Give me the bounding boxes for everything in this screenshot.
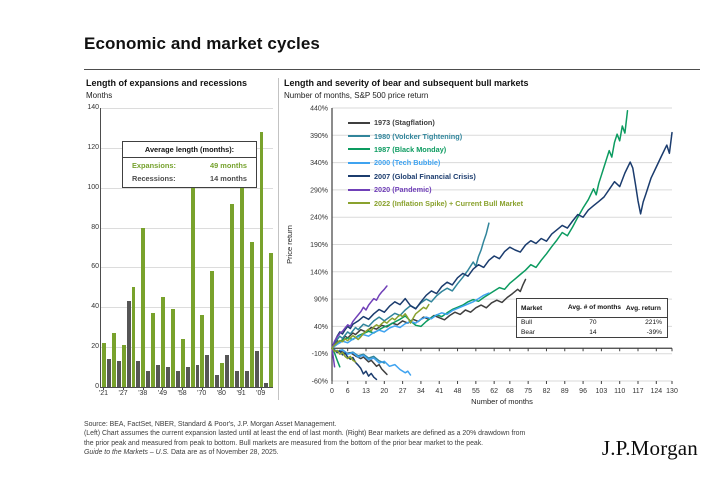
legend-row-value: 14 months	[210, 174, 247, 183]
y-tick-label: 340%	[310, 160, 328, 168]
bar-expansion	[230, 204, 234, 387]
table-cell: 14	[589, 328, 597, 336]
x-tick-label: '70	[197, 390, 207, 397]
legend-item-label: 1973 (Stagflation)	[374, 118, 435, 128]
x-axis-title: Number of months	[471, 397, 533, 406]
bar-expansion	[260, 132, 264, 387]
x-tick-label: 0	[330, 388, 334, 395]
x-tick-label: 82	[542, 388, 551, 395]
legend-line-swatch	[348, 175, 370, 177]
y-tick-label: 40	[91, 303, 99, 311]
y-tick-label: -60%	[311, 378, 328, 386]
table-header-cell: Avg. # of months	[567, 304, 622, 312]
y-tick-label: 440%	[310, 105, 328, 113]
title-rule	[84, 69, 700, 70]
bar-recession	[156, 365, 160, 387]
legend-row-label: Expansions:	[132, 161, 176, 170]
y-tick-label: 90%	[313, 296, 328, 304]
bar-expansion	[181, 339, 185, 387]
bar-recession	[176, 371, 180, 387]
legend-item	[348, 156, 523, 169]
footnote-source-line: Source: BEA, FactSet, NBER, Standard & Poor's, J.P. Morgan Asset Management.	[84, 421, 337, 428]
bar-recession	[117, 361, 121, 387]
y-tick-label: 60	[91, 263, 99, 271]
legend-item-label: 2007 (Global Financial Crisis)	[374, 171, 476, 181]
legend-item	[348, 129, 523, 142]
y-tick-label: -10%	[311, 351, 328, 359]
x-tick-label: 89	[560, 388, 569, 395]
legend-item	[348, 170, 523, 183]
as-of-date: Data are as of November 28, 2025.	[169, 449, 279, 457]
legend-item-label: 2020 (Pandemic)	[374, 185, 432, 195]
bar-recession	[264, 383, 268, 387]
legend-line-swatch	[348, 189, 370, 191]
legend-item-label: 2022 (Inflation Spike) + Current Bull Market	[374, 198, 524, 208]
x-tick-label: '09	[256, 390, 266, 397]
x-tick-label: 6	[345, 388, 350, 395]
footnote-gtm-line	[84, 448, 609, 457]
x-tick-label: 55	[471, 388, 480, 395]
bar-expansion	[191, 176, 195, 387]
bar-expansion	[122, 345, 126, 387]
x-tick-label: '80	[216, 390, 226, 397]
y-tick-label: 120	[87, 143, 99, 151]
x-tick-label: 117	[632, 388, 644, 395]
table-cell: 221%	[645, 319, 662, 327]
bar-expansion	[151, 313, 155, 387]
x-tick-label: 130	[666, 388, 678, 395]
y-tick-label: 80	[91, 223, 99, 231]
x-tick-label: 41	[435, 388, 444, 395]
left-legend-box	[122, 141, 257, 188]
legend-item	[348, 196, 523, 209]
x-tick-label: 75	[524, 388, 533, 395]
table-header-cell: Avg. return	[625, 304, 661, 312]
y-tick-label: 240%	[310, 214, 328, 222]
y-tick-label: 140%	[310, 269, 328, 277]
y-tick-label: 100	[87, 183, 99, 191]
right-chart-title: Length and severity of bear and subsequent bull markets	[284, 78, 529, 88]
table-header-cell: Market	[521, 304, 543, 312]
bar-recession	[215, 375, 219, 387]
bar-recession	[205, 355, 209, 387]
x-tick-label: '27	[118, 390, 128, 397]
x-tick-label: 62	[490, 388, 499, 395]
left-chart-title: Length of expansions and recessions	[86, 78, 248, 88]
left-chart-panel	[84, 76, 278, 410]
legend-item-label: 1980 (Volcker Tightening)	[374, 131, 463, 141]
table-header-row	[517, 299, 667, 318]
right-chart-subtitle: Number of months, S&P 500 price return	[284, 91, 429, 100]
legend-item-label: 1987 (Black Monday)	[374, 144, 447, 154]
table-cell: Bull	[521, 319, 532, 327]
legend-item	[348, 183, 523, 196]
y-tick-label: 140	[87, 104, 99, 111]
bar-recession	[196, 365, 200, 387]
bar-recession	[225, 355, 229, 387]
legend-row	[123, 158, 256, 171]
table-cell: Bear	[521, 328, 535, 336]
legend-row-label: Recessions:	[132, 174, 176, 183]
y-tick-label: 20	[91, 343, 99, 351]
x-tick-label: 103	[595, 388, 608, 395]
line-chart-legend	[348, 116, 523, 210]
left-legend-title: Average length (months):	[123, 142, 256, 158]
x-tick-label: 110	[614, 388, 626, 395]
bar-recession	[136, 361, 140, 387]
source-footnote	[84, 420, 609, 458]
bar-expansion	[102, 343, 106, 387]
bar-recession	[107, 359, 111, 387]
bar-recession	[166, 367, 170, 387]
legend-item	[348, 116, 523, 129]
bar-recession	[235, 371, 239, 387]
y-tick-label: 290%	[310, 187, 328, 195]
panel-divider	[278, 78, 279, 400]
legend-line-swatch	[348, 162, 370, 164]
bar-recession	[255, 351, 259, 387]
series-bull-1980	[332, 223, 489, 348]
bar-expansion	[269, 253, 273, 387]
jpmorgan-logo: J.P.Morgan	[601, 436, 698, 460]
bar-recession	[127, 301, 131, 387]
left-chart-units: Months	[86, 91, 113, 100]
guide-to-markets-label: Guide to the Markets – U.S.	[84, 449, 170, 457]
x-tick-label: '58	[177, 390, 187, 397]
bar-expansion	[171, 309, 175, 387]
bar-recession	[186, 367, 190, 387]
x-tick-label: 13	[362, 388, 370, 395]
bar-recession	[245, 371, 249, 387]
y-axis-title: Price return	[285, 225, 294, 264]
x-tick-label: 124	[650, 388, 663, 395]
bar-expansion	[141, 228, 145, 387]
bar-expansion	[112, 333, 116, 387]
legend-item-label: 2000 (Tech Bubble)	[374, 158, 441, 168]
bar-expansion	[200, 315, 204, 387]
footnote-body-line-1: (Left) Chart assumes the current expansion lasted until at least the end of last month. (Right) Bear markets are defined as a 20% drawdown from	[84, 430, 526, 438]
y-tick-label: 190%	[310, 242, 328, 249]
bar-expansion	[132, 287, 136, 387]
y-tick-label: 40%	[313, 323, 328, 331]
legend-item	[348, 143, 523, 156]
legend-row	[123, 171, 256, 187]
legend-line-swatch	[348, 148, 370, 150]
x-tick-label: '49	[157, 390, 167, 397]
legend-line-swatch	[348, 202, 370, 204]
legend-line-swatch	[348, 135, 370, 137]
x-tick-label: '91	[236, 390, 246, 397]
page-title: Economic and market cycles	[84, 34, 320, 53]
legend-line-swatch	[348, 122, 370, 124]
x-tick-label: '21	[98, 390, 109, 397]
bar-expansion	[250, 242, 254, 387]
table-row	[517, 328, 667, 338]
avg-bull-bear-table	[516, 298, 668, 338]
table-cell: 70	[589, 319, 597, 326]
x-tick-label: 34	[417, 388, 425, 395]
right-chart-panel	[284, 76, 694, 416]
left-bar-plot	[87, 104, 273, 397]
table-cell: -39%	[646, 328, 662, 336]
bar-expansion	[161, 297, 165, 387]
x-tick-label: 20	[380, 388, 389, 395]
bar-expansion	[210, 271, 214, 387]
y-tick-label: 0	[95, 383, 99, 390]
y-tick-label: 390%	[310, 132, 328, 140]
legend-row-value: 49 months	[210, 161, 247, 170]
footnote-body-line-2: the prior peak and measured from peak to bottom. Bull markets are measured from the bottom of the prior bear market to the peak.	[84, 439, 484, 447]
x-tick-label: 48	[453, 388, 462, 395]
table-row	[517, 318, 667, 328]
x-tick-label: '38	[138, 390, 148, 397]
bar-recession	[146, 371, 150, 387]
x-tick-label: 68	[505, 388, 514, 395]
x-tick-label: 27	[398, 388, 407, 395]
bar-expansion	[220, 363, 224, 387]
x-tick-label: 96	[579, 388, 587, 395]
